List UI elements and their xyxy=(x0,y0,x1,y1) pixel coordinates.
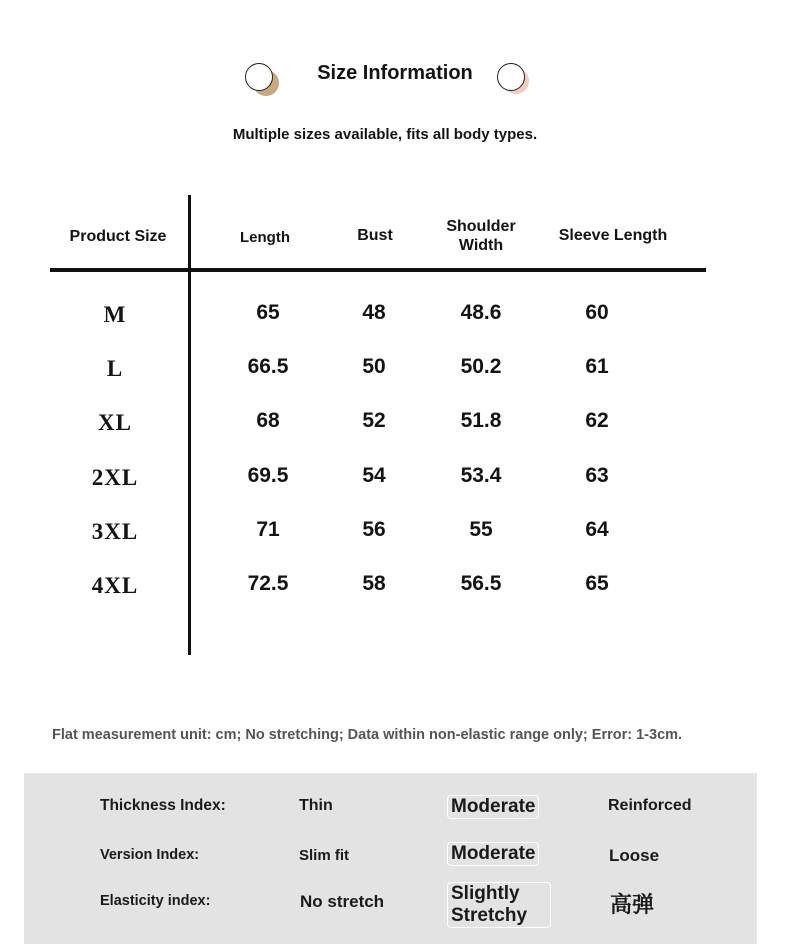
thickness-option-reinforced: Reinforced xyxy=(608,797,692,814)
sleeve-cell: 61 xyxy=(585,355,609,378)
length-cell: 66.5 xyxy=(247,355,289,378)
length-cell: 69.5 xyxy=(247,464,289,487)
shoulder-cell: 55 xyxy=(469,518,493,541)
bust-cell: 56 xyxy=(362,518,386,541)
version-index-label: Version Index: xyxy=(100,847,200,863)
header-shoulder-line1: Shoulder xyxy=(446,218,516,235)
bust-cell: 48 xyxy=(362,301,386,324)
length-cell: 71 xyxy=(256,518,280,541)
page-title: Size Information xyxy=(317,62,473,84)
thickness-option-moderate: Moderate xyxy=(447,795,539,819)
table-divider-horizontal xyxy=(50,268,706,272)
title-row xyxy=(0,58,790,98)
bust-cell: 58 xyxy=(362,572,386,595)
size-cell: 2XL xyxy=(91,465,139,490)
version-option-slim-fit: Slim fit xyxy=(299,847,350,864)
header-bust: Bust xyxy=(357,227,393,244)
shoulder-cell: 48.6 xyxy=(460,301,502,324)
shoulder-cell: 51.8 xyxy=(460,409,502,432)
size-cell: XL xyxy=(98,410,132,435)
length-cell: 68 xyxy=(256,409,280,432)
sleeve-cell: 60 xyxy=(585,301,609,324)
sleeve-cell: 65 xyxy=(585,572,609,595)
size-cell: 3XL xyxy=(91,519,139,544)
shoulder-cell: 50.2 xyxy=(460,355,502,378)
elasticity-option-no-stretch: No stretch xyxy=(300,892,385,911)
measurement-note: Flat measurement unit: cm; No stretching; Data within non-elastic range only; Error: 1-3cm. xyxy=(52,727,683,743)
thickness-option-thin: Thin xyxy=(299,797,333,814)
size-cell: M xyxy=(103,302,127,327)
table-divider-vertical xyxy=(188,195,191,655)
thickness-index-label: Thickness Index: xyxy=(100,797,226,814)
length-cell: 65 xyxy=(256,301,280,324)
circle-right-icon xyxy=(497,63,525,91)
subtitle: Multiple sizes available, fits all body types. xyxy=(232,126,538,143)
sleeve-cell: 63 xyxy=(585,464,609,487)
header-sleeve-length: Sleeve Length xyxy=(558,227,668,244)
header-shoulder-width xyxy=(431,217,531,255)
length-cell: 72.5 xyxy=(247,572,289,595)
bust-cell: 50 xyxy=(362,355,386,378)
size-cell: L xyxy=(106,356,124,381)
header-length: Length xyxy=(240,229,290,246)
bust-cell: 52 xyxy=(362,409,386,432)
version-option-moderate: Moderate xyxy=(447,842,539,866)
header-product-size: Product Size xyxy=(69,228,167,245)
elasticity-index-label: Elasticity index: xyxy=(100,893,211,909)
shoulder-cell: 53.4 xyxy=(460,464,502,487)
header-shoulder-line2: Width xyxy=(458,237,504,254)
bust-cell: 54 xyxy=(362,464,386,487)
shoulder-cell: 56.5 xyxy=(460,572,502,595)
elasticity-option-high-stretch: 高弹 xyxy=(610,892,655,917)
elasticity-option-slightly-stretchy: Slightly Stretchy xyxy=(447,882,551,928)
size-cell: 4XL xyxy=(91,573,139,598)
sleeve-cell: 62 xyxy=(585,409,609,432)
version-option-loose: Loose xyxy=(609,846,660,865)
sleeve-cell: 64 xyxy=(585,518,609,541)
